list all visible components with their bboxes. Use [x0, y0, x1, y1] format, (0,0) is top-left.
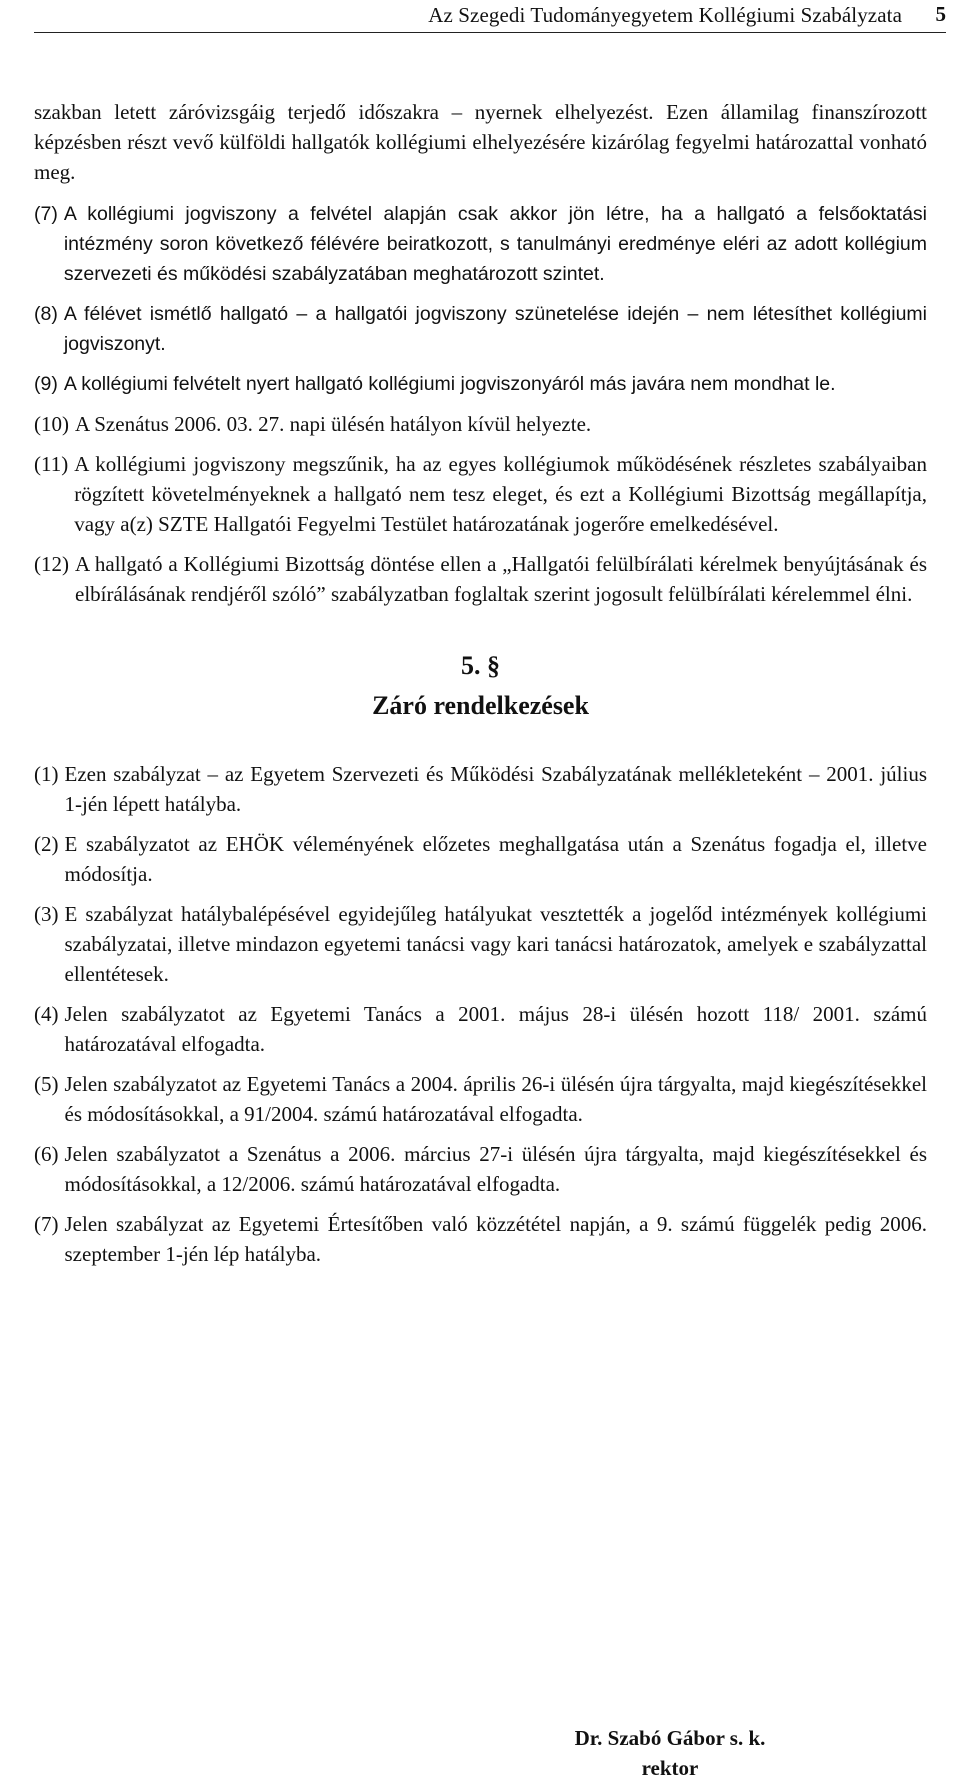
paragraph-text: E szabályzatot az EHÖK véleményének előzetes meghallgatása után a Szenátus fogadja el, illetve módosítja. — [64, 832, 927, 886]
header-title: Az Szegedi Tudományegyetem Kollégiumi Szabályzata — [428, 3, 902, 27]
paragraph-number: (11) — [34, 452, 69, 476]
signatory-role: rektor — [641, 1756, 699, 1780]
closing-paragraph-6 — [34, 1139, 927, 1199]
paragraph-10 — [34, 409, 927, 439]
paragraph-text: A kollégiumi felvételt nyert hallgató kollégiumi jogviszonyáról más javára nem mondhat le. — [63, 373, 836, 395]
paragraph-text: Jelen szabályzat az Egyetemi Értesítőben való közzététel napján, a 9. számú függelék pedig 2006. szeptember 1-jén lép hatályba. — [64, 1212, 927, 1266]
paragraph-text: Jelen szabályzatot az Egyetemi Tanács a 2001. május 28-i ülésén hozott 118/ 2001. számú határozatával elfogadta. — [64, 1002, 927, 1056]
paragraph-text: Jelen szabályzatot a Szenátus a 2006. március 27-i ülésén újra tárgyalta, majd kiegészítésekkel és módosításokkal, a 12/2006. számú határozatával elfogadta. — [64, 1142, 927, 1196]
paragraph-text: A hallgató a Kollégiumi Bizottság döntése ellen a „Hallgatói felülbírálati kérelmek benyújtásának és elbírálásának rendjéről szóló” szabályzatban foglaltak szerint jogosult felülbírálati kérelemmel élni. — [75, 552, 927, 606]
closing-paragraph-3 — [34, 899, 927, 989]
paragraph-9 — [34, 369, 927, 399]
closing-paragraph-1 — [34, 759, 927, 819]
paragraph-number: (5) — [34, 1072, 59, 1096]
paragraph-text: Jelen szabályzatot az Egyetemi Tanács a 2004. április 26-i ülésén újra tárgyalta, majd kiegészítésekkel és módosításokkal, a 91/2004. számú határozatával elfogadta. — [64, 1072, 927, 1126]
paragraph-number: (6) — [34, 1142, 59, 1166]
document-body — [34, 97, 927, 1279]
paragraph-number: (12) — [34, 552, 69, 576]
paragraph-7 — [34, 199, 927, 289]
page-header — [34, 0, 946, 33]
paragraph-text: E szabályzat hatálybalépésével egyidejűleg hatályukat vesztették a jogelőd intézmények kollégiumi szabályzatai, illetve mindazon egyetemi tanácsi vagy kari tanácsi határozatok, amelyek e szabályzattal ellentétesek. — [64, 902, 927, 986]
paragraph-number: (4) — [34, 1002, 59, 1026]
paragraph-text: Ezen szabályzat – az Egyetem Szervezeti és Működési Szabályzatának mellékleteként – 2001. július 1-jén lépett hatályba. — [64, 762, 927, 816]
signatory-name: Dr. Szabó Gábor s. k. — [574, 1726, 766, 1750]
closing-paragraph-4 — [34, 999, 927, 1059]
section-heading — [34, 649, 927, 725]
paragraph-8 — [34, 299, 927, 359]
paragraph-text: A Szenátus 2006. 03. 27. napi ülésén hatályon kívül helyezte. — [75, 412, 592, 436]
paragraph-number: (1) — [34, 762, 59, 786]
paragraph-number: (3) — [34, 902, 59, 926]
paragraph-number: (7) — [34, 1212, 59, 1236]
paragraph-11 — [34, 449, 927, 539]
page-number: 5 — [935, 2, 946, 26]
paragraph-number: (2) — [34, 832, 59, 856]
paragraph-text: A félévet ismétlő hallgató – a hallgatói jogviszony szünetelése idején – nem létesíthet kollégiumi jogviszonyt. — [63, 303, 927, 355]
signature-block — [540, 1723, 800, 1783]
paragraph-text: A kollégiumi jogviszony a felvétel alapján csak akkor jön létre, ha a hallgató a felsőoktatási intézmény soron következő félévére beiratkozott, s tanulmányi eredménye eléri az adott kollégium szervezeti és működési szabályzatában meghatározott szintet. — [63, 203, 927, 285]
closing-paragraph-2 — [34, 829, 927, 889]
paragraph-number: (9) — [34, 373, 58, 395]
paragraph-number: (8) — [34, 303, 58, 325]
paragraph-12 — [34, 549, 927, 609]
paragraph-number: (10) — [34, 412, 69, 436]
section-title: Záró rendelkezések — [372, 691, 589, 720]
paragraph-text: A kollégiumi jogviszony megszűnik, ha az egyes kollégiumok működésének részletes szabályaiban rögzített követelményeknek a hallgató nem tesz eleget, és ezt a Kollégiumi Bizottság megállapítja, vagy a(z) SZTE Hallgatói Fegyelmi Testület határozatának jogerőre emelkedésével. — [74, 452, 927, 536]
section-number: 5. § — [461, 651, 500, 680]
closing-paragraph-7 — [34, 1209, 927, 1269]
paragraph-number: (7) — [34, 203, 58, 225]
closing-paragraph-5 — [34, 1069, 927, 1129]
intro-paragraph: szakban letett záróvizsgáig terjedő időszakra – nyernek elhelyezést. Ezen államilag finanszírozott képzésben részt vevő külföldi hallgatók kollégiumi elhelyezésére kizárólag fegyelmi határozattal vonható meg. — [34, 100, 927, 184]
